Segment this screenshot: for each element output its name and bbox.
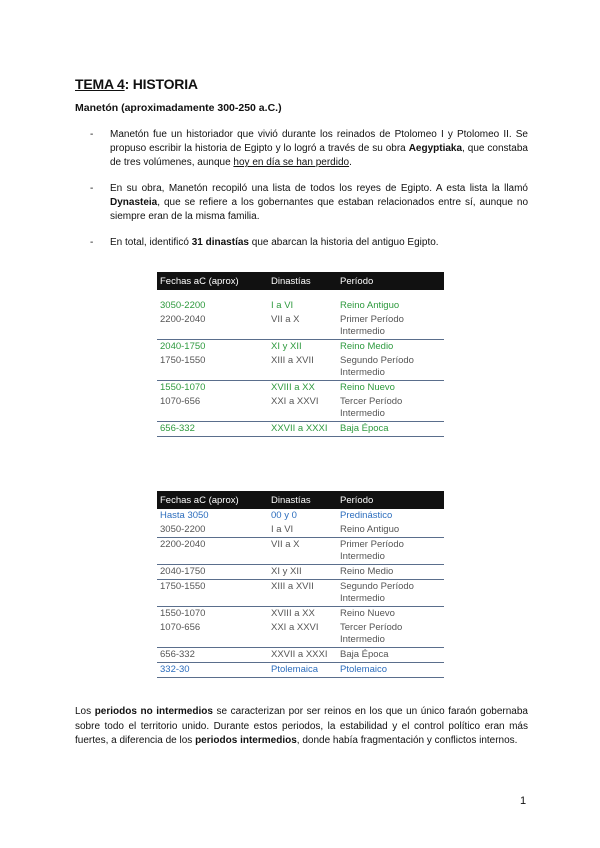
cell-periodo: Baja Época xyxy=(337,422,444,437)
table-row xyxy=(157,538,444,565)
table-row xyxy=(157,340,444,355)
table-row xyxy=(157,299,444,313)
table-row xyxy=(157,607,444,622)
table-header: Dinastías xyxy=(268,272,337,290)
cell-fechas: 656-332 xyxy=(157,648,268,663)
cell-periodo: Primer Período Intermedio xyxy=(337,313,444,340)
table-row xyxy=(157,663,444,678)
cell-fechas: 1750-1550 xyxy=(157,354,268,381)
cell-fechas: 1070-656 xyxy=(157,621,268,648)
table-row xyxy=(157,313,444,340)
table-row xyxy=(157,509,444,523)
table-header: Fechas aC (aprox) xyxy=(157,272,268,290)
cell-fechas: 332-30 xyxy=(157,663,268,678)
table-row xyxy=(157,565,444,580)
closing-text: Los xyxy=(75,706,95,717)
bullet-text: Manetón fue un historiador que vivió durante los reinados de Ptolomeo I y Ptolomeo II. Se propuso escribir la historia de Egipto y lo logró a través de su obra xyxy=(110,129,528,154)
closing-paragraph xyxy=(75,705,528,749)
bullet-text: , que se refiere a los gobernantes que estaban relacionados entre sí, aunque no siempre eran de la misma familia. xyxy=(110,197,528,222)
table-row xyxy=(157,621,444,648)
cell-fechas: 1070-656 xyxy=(157,395,268,422)
cell-dinastias: XXI a XXVI xyxy=(268,395,337,422)
cell-fechas: 2040-1750 xyxy=(160,341,206,352)
bullet-bold: Dynasteia xyxy=(110,197,158,208)
bullet-text: En su obra, Manetón recopiló una lista de todos los reyes de Egipto. A esta lista la llamó xyxy=(110,183,528,194)
table-header-row xyxy=(157,272,444,290)
title-prefix: TEMA 4 xyxy=(75,76,125,92)
table-row xyxy=(157,648,444,663)
table-spacer xyxy=(157,290,444,299)
bullet-underline: hoy en día se han perdido xyxy=(233,157,350,168)
bullet-item xyxy=(90,236,528,250)
cell-fechas: 2200-2040 xyxy=(157,538,268,565)
cell-periodo: Primer Período Intermedio xyxy=(337,538,444,565)
cell-dinastias: I a VI xyxy=(271,300,294,311)
cell-periodo: Tercer Período Intermedio xyxy=(337,395,444,422)
cell-dinastias: XIII a XVII xyxy=(268,354,337,381)
cell-dinastias: XI y XII xyxy=(268,565,337,580)
table-header: Período xyxy=(337,272,444,290)
cell-dinastias: XI y XII xyxy=(271,341,302,352)
bullet-bold: Aegyptiaka xyxy=(408,143,463,154)
cell-fechas: 3050-2200 xyxy=(160,300,206,311)
cell-periodo: Predinástico xyxy=(340,510,393,521)
table-row xyxy=(157,580,444,607)
cell-dinastias: I a VI xyxy=(268,523,337,538)
bullet-text: . xyxy=(349,157,352,168)
cell-periodo: Reino Antiguo xyxy=(340,300,400,311)
cell-periodo: Tercer Período Intermedio xyxy=(337,621,444,648)
dynasty-table-1 xyxy=(157,272,444,437)
table-row xyxy=(157,395,444,422)
closing-text: se caracterizan por ser reinos en los que un único faraón gobernaba sobre todo el territorio unido. Durante estos periodos, la estabilidad y el control político eran más fuertes, a diferencia de los xyxy=(75,706,528,746)
title-rest: : HISTORIA xyxy=(124,76,198,92)
cell-periodo: Reino Nuevo xyxy=(340,608,395,619)
cell-fechas: 2200-2040 xyxy=(157,313,268,340)
cell-dinastias: XVIII a XX xyxy=(271,608,315,619)
cell-fechas: 1750-1550 xyxy=(157,580,268,607)
cell-dinastias: 00 y 0 xyxy=(271,510,297,521)
cell-periodo: Ptolemaico xyxy=(337,663,444,678)
table-row xyxy=(157,523,444,538)
table-header-row xyxy=(157,491,444,509)
bullet-text: En total, identificó xyxy=(110,237,192,248)
cell-dinastias: XXVII a XXXI xyxy=(268,422,337,437)
cell-fechas: Hasta 3050 xyxy=(160,510,209,521)
table-row xyxy=(157,381,444,396)
bullet-list xyxy=(90,128,528,262)
page-title xyxy=(75,76,198,92)
cell-periodo: Reino Antiguo xyxy=(337,523,444,538)
table-row xyxy=(157,422,444,437)
cell-periodo: Reino Medio xyxy=(340,341,394,352)
cell-dinastias: Ptolemaica xyxy=(268,663,337,678)
closing-text: , donde había fragmentación y conflictos internos. xyxy=(296,735,518,746)
cell-dinastias: XXVII a XXXI xyxy=(268,648,337,663)
bullet-bold: 31 dinastías xyxy=(191,237,249,248)
bullet-item xyxy=(90,128,528,170)
cell-fechas: 1550-1070 xyxy=(160,382,206,393)
cell-periodo: Segundo Período Intermedio xyxy=(337,580,444,607)
cell-periodo: Reino Nuevo xyxy=(340,382,395,393)
closing-bold: periodos intermedios xyxy=(195,735,297,746)
dynasty-table-2 xyxy=(157,491,444,678)
bullet-text: , que constaba de tres volúmenes, aunque xyxy=(110,143,528,168)
cell-dinastias: XIII a XVII xyxy=(268,580,337,607)
cell-periodo: Segundo Período Intermedio xyxy=(337,354,444,381)
cell-dinastias: XVIII a XX xyxy=(271,382,315,393)
table-header: Dinastías xyxy=(268,491,337,509)
cell-fechas: 3050-2200 xyxy=(157,523,268,538)
cell-fechas: 1550-1070 xyxy=(160,608,206,619)
table-row xyxy=(157,354,444,381)
table-header: Período xyxy=(337,491,444,509)
closing-bold: periodos no intermedios xyxy=(94,706,213,717)
cell-dinastias: VII a X xyxy=(268,538,337,565)
table-header: Fechas aC (aprox) xyxy=(157,491,268,509)
cell-dinastias: VII a X xyxy=(268,313,337,340)
spacer-cell xyxy=(157,290,444,299)
bullet-item xyxy=(90,182,528,224)
page-number: 1 xyxy=(520,795,527,807)
cell-periodo: Reino Medio xyxy=(337,565,444,580)
section-subtitle: Manetón (aproximadamente 300-250 a.C.) xyxy=(75,102,282,114)
bullet-text: que abarcan la historia del antiguo Egipto. xyxy=(248,237,439,248)
cell-periodo: Baja Época xyxy=(337,648,444,663)
cell-fechas: 2040-1750 xyxy=(157,565,268,580)
cell-fechas: 656-332 xyxy=(157,422,268,437)
cell-dinastias: XXI a XXVI xyxy=(268,621,337,648)
